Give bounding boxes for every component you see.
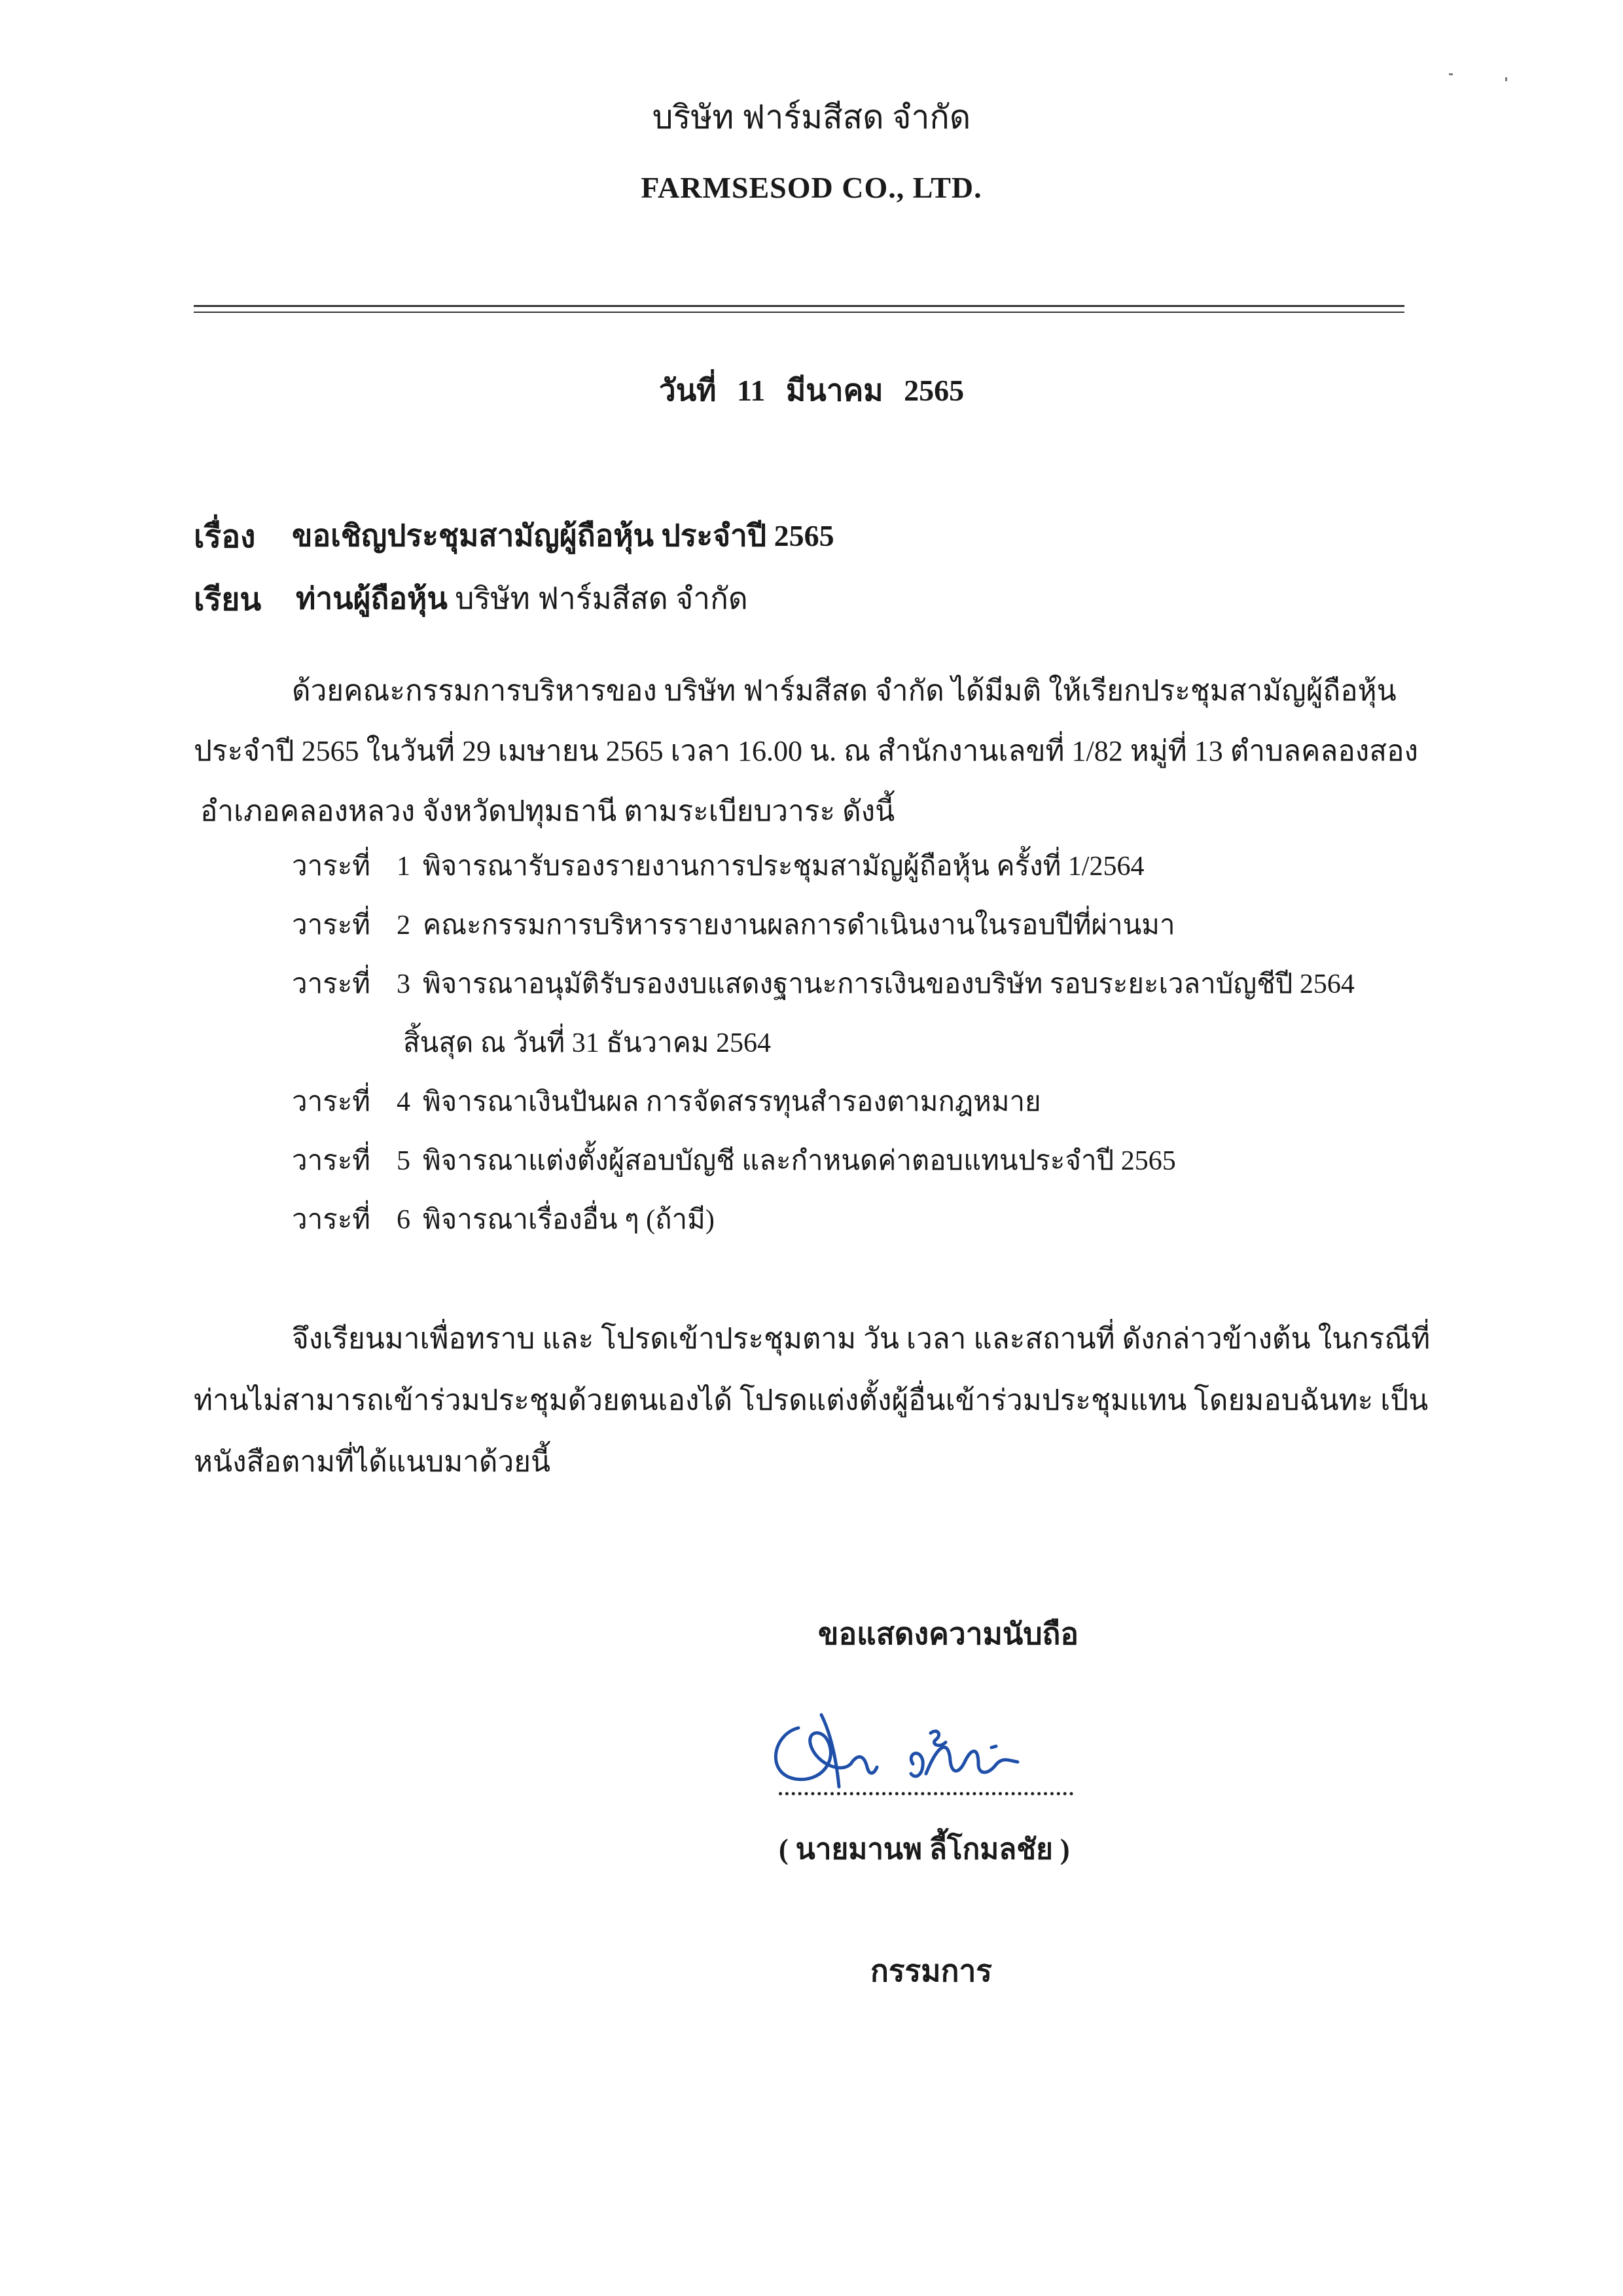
agenda-label: วาระที่ <box>292 852 370 882</box>
regards-text: ขอแสดงความนับถือ <box>818 1617 1079 1651</box>
agenda-text: พิจารณาเงินปันผล การจัดสรรทุนสำรองตามกฎหมาย <box>423 1087 1041 1117</box>
date-year: 2565 <box>904 374 965 407</box>
agenda-label: วาระที่ <box>292 969 370 999</box>
intro-line: ด้วยคณะกรรมการบริหารของ บริษัท ฟาร์มสีสด จำกัด ได้มีมติ ให้เรียกประชุมสามัญผู้ถือหุ้น <box>292 675 1397 707</box>
agenda-text: พิจารณาแต่งตั้งผู้สอบบัญชี และกำหนดค่าตอบแทนประจำปี 2565 <box>423 1146 1176 1176</box>
agenda-item <box>292 1080 1041 1123</box>
date-month: มีนาคม <box>785 374 883 407</box>
agenda-label: วาระที่ <box>292 1205 370 1235</box>
agenda-text: คณะกรรมการบริหารรายงานผลการดำเนินงานในรอบปีที่ผ่านมา <box>423 910 1175 941</box>
agenda-label: วาระที่ <box>292 1146 370 1176</box>
signer-name: ( นายมานพ ลี้โกมลชัย ) <box>779 1833 1070 1865</box>
agenda-label: วาระที่ <box>292 1087 370 1117</box>
intro-line: ประจำปี 2565 ในวันที่ 29 เมษายน 2565 เวลา 16.00 น. ณ สำนักงานเลขที่ 1/82 หมู่ที่ 13 ตำบลคลองสอง <box>194 735 1419 767</box>
agenda-text: พิจารณารับรองรายงานการประชุมสามัญผู้ถือหุ้น ครั้งที่ 1/2564 <box>423 852 1145 882</box>
agenda-number: 1 <box>397 852 410 882</box>
scan-speck <box>1505 77 1507 81</box>
agenda-number: 2 <box>397 910 410 941</box>
addressee-label: เรียน <box>194 583 262 617</box>
subject-text: ขอเชิญประชุมสามัญผู้ถือหุ้น ประจำปี 2565 <box>292 519 834 552</box>
agenda-number: 5 <box>397 1146 410 1176</box>
header-divider <box>194 305 1404 307</box>
agenda-item <box>292 844 1144 888</box>
agenda-number: 4 <box>397 1087 410 1117</box>
addressee-rest: บริษัท ฟาร์มสีสด จำกัด <box>447 582 748 615</box>
agenda-text: พิจารณาเรื่องอื่น ๆ (ถ้ามี) <box>423 1205 715 1235</box>
company-name-thai: บริษัท ฟาร์มสีสด จำกัด <box>652 99 971 135</box>
agenda-continuation: สิ้นสุด ณ วันที่ 31 ธันวาคม 2564 <box>403 1028 771 1058</box>
agenda-item <box>292 1139 1176 1182</box>
agenda-number: 6 <box>397 1205 410 1235</box>
agenda-label: วาระที่ <box>292 910 370 941</box>
agenda-number: 3 <box>397 969 410 999</box>
letter-date <box>0 367 1623 414</box>
header-divider-secondary <box>194 312 1404 313</box>
closing-line: จึงเรียนมาเพื่อทราบ และ โปรดเข้าประชุมตาม วัน เวลา และสถานที่ ดังกล่าวข้างต้น ในกรณีที่ <box>292 1323 1431 1355</box>
company-name-english: FARMSESOD CO., LTD. <box>641 171 982 204</box>
date-day: 11 <box>736 374 766 407</box>
agenda-text: พิจารณาอนุมัติรับรองงบแสดงฐานะการเงินของบริษัท รอบระยะเวลาบัญชีปี 2564 <box>423 969 1355 999</box>
subject-label: เรื่อง <box>194 520 256 554</box>
agenda-item <box>292 962 1355 1005</box>
agenda-item <box>292 1198 715 1241</box>
scan-speck <box>1449 73 1453 75</box>
signer-position: กรรมการ <box>870 1954 992 1988</box>
agenda-item <box>292 903 1175 946</box>
addressee-bold: ท่านผู้ถือหุ้น <box>296 582 448 615</box>
date-label: วันที่ <box>658 374 717 407</box>
closing-line: หนังสือตามที่ได้แนบมาด้วยนี้ <box>194 1446 551 1478</box>
intro-line: อำเภอคลองหลวง จังหวัดปทุมธานี ตามระเบียบวาระ ดังนี้ <box>200 795 895 827</box>
signature-line <box>779 1792 1073 1795</box>
addressee-text <box>296 575 748 622</box>
closing-line: ท่านไม่สามารถเข้าร่วมประชุมด้วยตนเองได้ โปรดแต่งตั้งผู้อื่นเข้าร่วมประชุมแทน โดยมอบฉันทะ เป็น <box>194 1384 1429 1416</box>
handwritten-signature <box>759 1702 1047 1800</box>
